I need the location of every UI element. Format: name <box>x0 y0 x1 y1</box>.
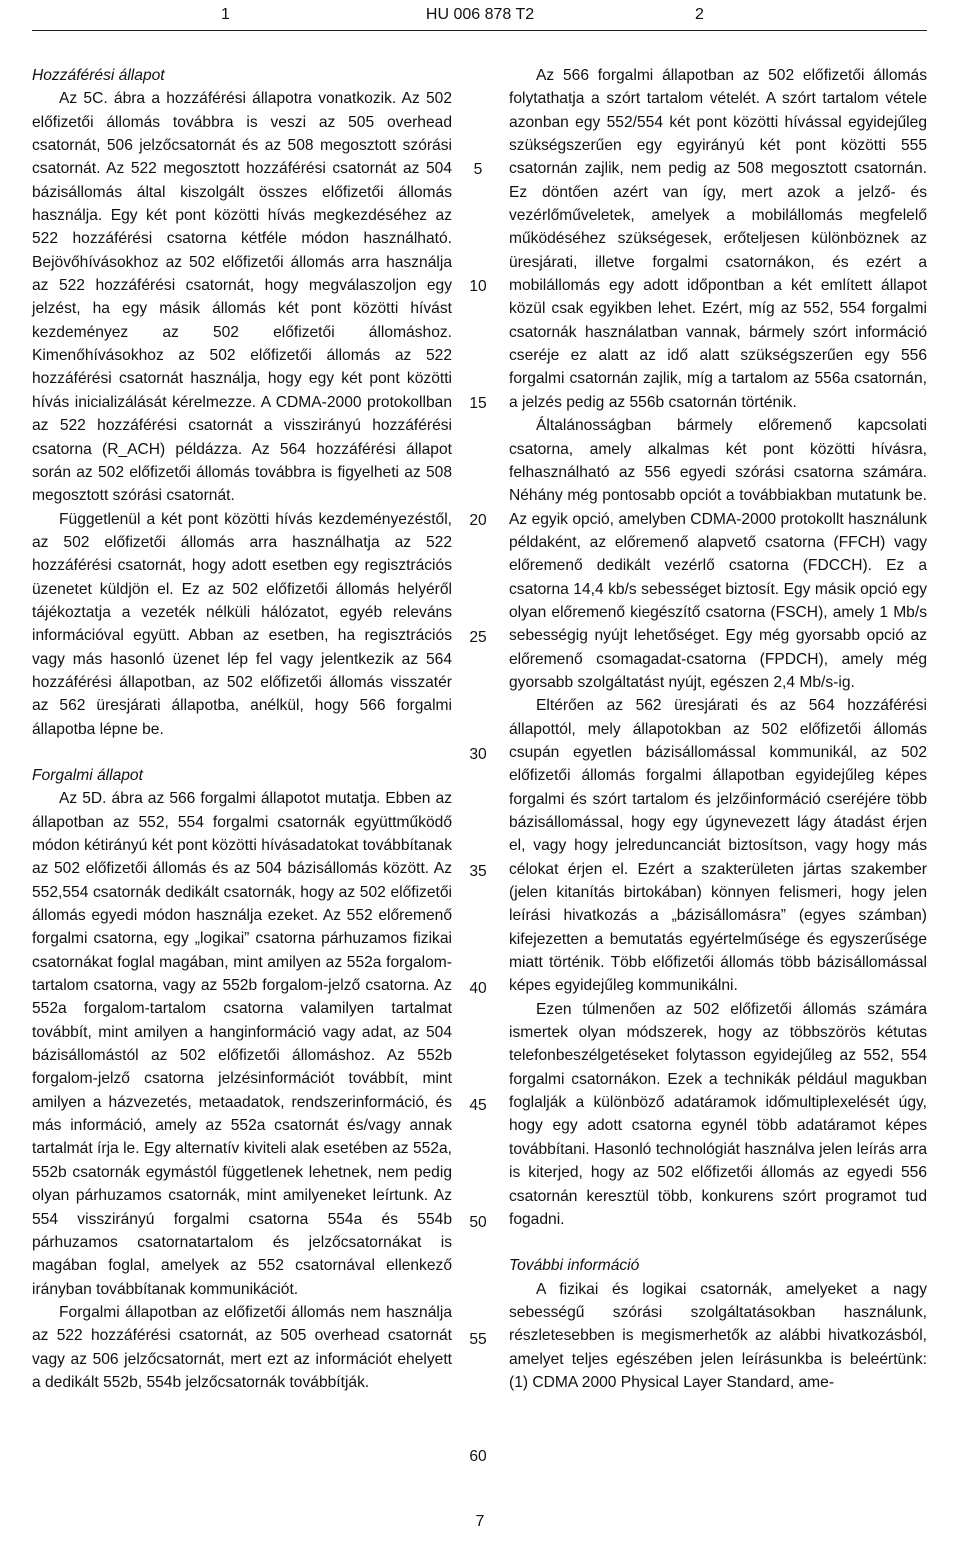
section-heading-access-state: Hozzáférési állapot <box>32 67 165 84</box>
paragraph: Eltérően az 562 üresjárati és az 564 hozzáférési állapottól, mely állapotokban az 502 előfizetői állomás csupán egyetlen bázisállomással kommunikál, az 502 előfizetői állomás forgalmi állapotban egyidejűleg képes forgalmi és szórt tartalom és jelzőinformáció cseréjére több bázisállomással, hogy egy úgynevezett lágy átadást érjen el, vagy hogy jelreduncanciát biztosítson, vagy hogy más célokat érjen el. Ezért a szakterületen jártas szakember (jelen kitanítás birtokában) könnyen felismeri, hogy jelen leírási hivatkozás a „bázisállomásra” (egyes számban) kifejezetten a bemutatás egyértelműsége és egyszerűsége miatt történik. Több előfizetői állomás több bázisállomással képes egyidejűleg kommunikálni. <box>509 697 927 995</box>
paragraph: A fizikai és logikai csatornák, amelyeket a nagy sebességű szórási szolgáltatásokban használunk, részletesebben is megismerhetők az alábbi hivatkozásból, amelyet teljes egészében jelen leírásunkba is beleértünk: (1) CDMA 2000 Physical Layer Standard, ame- <box>509 1280 927 1391</box>
line-number: 35 <box>469 863 487 880</box>
line-number: 45 <box>469 1097 487 1114</box>
header-title: HU 006 878 T2 <box>425 6 535 23</box>
header-page-right: 2 <box>695 6 704 23</box>
header-divider <box>32 30 927 31</box>
page-number: 7 <box>475 1513 485 1530</box>
paragraph: Az 566 forgalmi állapotban az 502 előfizetői állomás folytathatja a szórt tartalom vételét. A szórt tartalom vétele azonban egy 552/554 két pont közötti hívással egyidejűleg szükségszerűen egy egyirányú két pont közötti 555 csatornán zajlik, nem pedig az 508 megosztott csatornán. Ez döntően azért van így, mert azok a jelző- és vezérlőműveletek, amelyek a mobilállomás megfelelő működéséhez szükségesek, erőteljesen különböznek az üresjárati, illetve forgalmi csatornákon, és ezért a mobilállomás egy adott időpontban a két említett állapot közül csak egyikben lehet. Ezért, míg az 552, 554 forgalmi csatornák használatban vannak, bármely szórt információ cseréje ez alatt az idő alatt szükségszerűen egy 556 forgalmi csatornán zajlik, míg a tartalom az 556a csatornán, a jelzés pedig az 556b csatornán történik. <box>509 67 927 411</box>
header-page-left: 1 <box>221 6 230 23</box>
line-number: 20 <box>469 512 487 529</box>
left-column <box>32 64 452 1394</box>
section-heading-traffic-state: Forgalmi állapot <box>32 766 143 784</box>
paragraph: Forgalmi állapotban az előfizetői állomás nem használja az 522 hozzáférési csatornát, az 505 overhead csatornát vagy az 506 jelzőcsatornát, mert ezt az információt ehelyett a dedikált 552b, 554b jelzőcsatornák továbbítják. <box>32 1303 452 1391</box>
line-number: 25 <box>469 629 487 646</box>
line-number: 5 <box>473 161 483 178</box>
paragraph: Általánosságban bármely előremenő kapcsolati csatorna, amely alkalmas két pont közötti hívásra, felhasználható az 556 egyedi szórási csatorna számára. Néhány még pontosabb opciót a továbbiakban mutatunk be. Az egyik opció, amelyben CDMA-2000 protokollt használunk példaként, az előremenő alapvető csatorna (FFCH) vagy előremenő dedikált vezérlő csatorna (FDCCH). Ez a csatorna 14,4 kb/s sebességet biztosít. Egy másik opció egy olyan előremenő kiegészítő csatorna (FSCH), amely 1 Mb/s sebességig nyújt lehetőséget. Egy még gyorsabb opció az előremenő csomagadat-csatorna (FPDCH), amely még gyorsabb szolgáltatást nyújt, egészen 2,4 Mb/s-ig. <box>509 417 927 691</box>
paragraph: Ezen túlmenően az 502 előfizetői állomás számára ismertek olyan módszerek, hogy az többszörös kétutas telefonbeszélgetéseket folytasson egyidejűleg az 552, 554 forgalmi csatornákon. Ezek a technikák például magukban foglalják a különböző adatáramok időmultiplexelését úgy, hogy egy adott csatorna egynél több adatáramot képes továbbítani. Hasonló technológiát használva jelen leírás arra is kiterjed, hogy az 502 előfizetői állomás az egyedi 556 csatornán keresztül több, konkurens szórt programot tud fogadni. <box>509 1000 927 1228</box>
line-number: 30 <box>469 746 487 763</box>
line-number: 10 <box>469 278 487 295</box>
section-heading-further-information: További információ <box>509 1257 640 1275</box>
paragraph: Az 5C. ábra a hozzáférési állapotra vonatkozik. Az 502 előfizetői állomás továbbra is veszi az 505 overhead csatornát, 506 jelzőcsatornát és az 508 megosztott szórási csatornát. Az 522 megosztott hozzáférési csatornát az 504 bázisállomás által kiszolgált összes előfizetői állomás használja. Egy két pont közötti hívás megkezdéséhez az 522 hozzáférési csatorna kétféle módon használható. Bejövőhívásokhoz az 502 előfizetői állomás arra használja az 522 hozzáférési csatornát, hogy megválaszoljon egy jelzést, ha egy másik állomás két pont közötti hívást kezdeményez az 502 előfizetői állomáshoz. Kimenőhívásokhoz az 502 előfizetői állomás az 522 hozzáférési csatornát használja, hogy egy két pont közötti hívás inicializálását kérelmezze. A CDMA-2000 protokollban az 522 hozzáférési csatornát a visszirányú hozzáférési csatorna (R_ACH) példázza. Az 564 hozzáférési állapot során az 502 előfizetői állomás továbbra is figyelheti az 508 megosztott szórási csatornát. <box>32 90 452 505</box>
line-number: 60 <box>469 1448 487 1465</box>
paragraph: Függetlenül a két pont közötti hívás kezdeményezéstől, az 502 előfizetői állomás arra használhatja az 522 hozzáférési csatornát, hogy adott esetben egy regisztrációs üzenetet küldjön el. Ez az 502 előfizetői állomás helyéről tájékoztatja a vezeték nélküli hálózatot, egyéb releváns információval együtt. Abban az esetben, ha regisztrációs vagy más hasonló üzenet lép fel vagy jelentkezik az 564 hozzáférési állapotban, az 502 előfizetői állomás visszatér az 562 üresjárati állapotba, anélkül, hogy 566 forgalmi állapotba lépne be. <box>32 510 452 738</box>
line-number: 40 <box>469 980 487 997</box>
line-number: 15 <box>469 395 487 412</box>
page-header <box>0 6 960 30</box>
line-number: 55 <box>469 1331 487 1348</box>
line-number: 50 <box>469 1214 487 1231</box>
right-column <box>509 64 927 1394</box>
paragraph: Az 5D. ábra az 566 forgalmi állapotot mutatja. Ebben az állapotban az 552, 554 forgalmi csatornák együttműködő módon kétirányú két pont közötti hívásadatokat továbbítanak az 502 előfizetői állomás és az 504 bázisállomás között. Az 552,554 csatornák dedikált csatornák, hogy az 502 előfizetői állomás egyedi módon használja ezeket. Az 552 előremenő forgalmi csatorna, egy „logikai” csatorna párhuzamos fizikai csatornákat foglal magában, mint amilyen az 552a forgalom-tartalom csatorna, vagy az 552b forgalom-jelző csatorna. Az 552a forgalom-tartalom csatorna valamilyen tartalmat továbbít, mint amilyen a hanginformáció vagy adat, az 504 bázisállomástól az 502 előfizetői állomáshoz. Az 552b forgalom-jelző csatorna jelzésinformációt továbbít, mint amilyen a házvezetés, metaadatok, rendszerinformáció, és más információ, amely az 552a csatornát és/vagy annak tartalmát írja le. Egy alternatív kiviteli alak esetében az 552a, 552b csatornák egymástól függetlenek lehetnek, nem pedig olyan párhuzamos csatornák, mint amilyeneket leírtunk. Az 554 visszirányú forgalmi csatorna 554a és 554b párhuzamos csatornatartalom és jelzőcsatornákat is magában foglal, amelyek az 552 csatornával ellenkező irányban továbbítanak kommunikációt. <box>32 790 452 1298</box>
